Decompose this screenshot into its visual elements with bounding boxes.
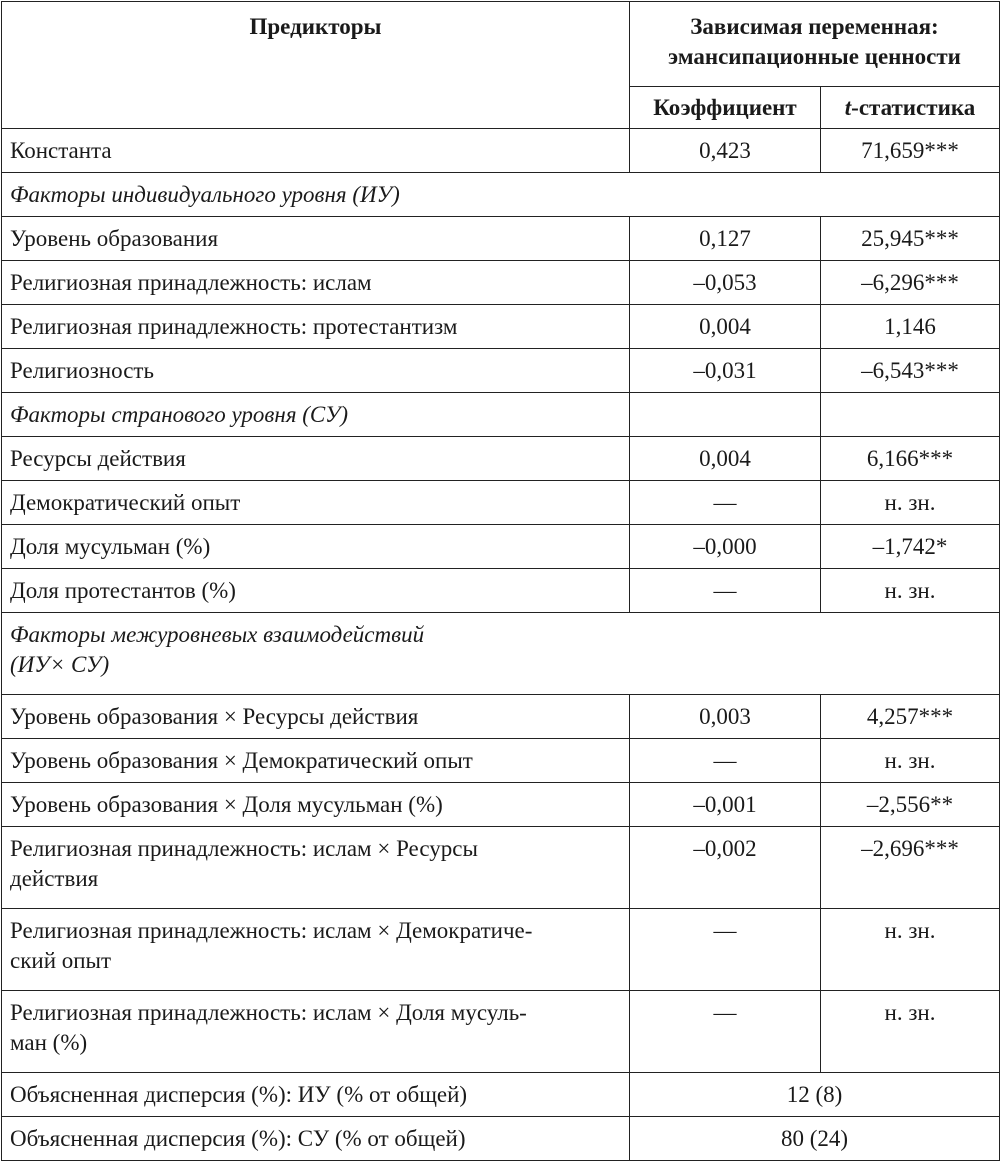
header-dependent-line1: Зависимая переменная: xyxy=(690,14,939,39)
table-row xyxy=(2,909,1000,991)
row-label: Константа xyxy=(2,129,630,173)
row-label: Уровень образования × Доля мусульман (%) xyxy=(2,783,630,827)
table-row xyxy=(2,305,1000,349)
row-label xyxy=(2,827,630,909)
row-label: Религиозная принадлежность: протестантизм xyxy=(2,305,630,349)
row-t-statistic: н. зн. xyxy=(821,481,1000,525)
row-t-statistic: 25,945*** xyxy=(821,217,1000,261)
row-label xyxy=(2,991,630,1073)
row-t-statistic: н. зн. xyxy=(821,909,1000,991)
row-label: Объясненная дисперсия (%): ИУ (% от общей) xyxy=(2,1073,630,1117)
header-coefficient: Коэффициент xyxy=(630,87,821,129)
header-dependent-line2: эмансипационные ценности xyxy=(668,44,961,69)
row-coefficient: 0,003 xyxy=(630,695,821,739)
table-row xyxy=(2,481,1000,525)
row-label: Доля мусульман (%) xyxy=(2,525,630,569)
row-label: Доля протестантов (%) xyxy=(2,569,630,613)
row-label-line2: ман (%) xyxy=(10,1030,88,1055)
row-label: Уровень образования × Ресурсы действия xyxy=(2,695,630,739)
row-label: Уровень образования xyxy=(2,217,630,261)
row-coefficient: — xyxy=(630,909,821,991)
table-row xyxy=(2,261,1000,305)
table-row xyxy=(2,1073,1000,1117)
table-row xyxy=(2,1117,1000,1161)
table-row xyxy=(2,129,1000,173)
section-line1: Факторы межуровневых взаимодействий xyxy=(10,622,425,647)
section-label-individual: Факторы индивидуального уровня (ИУ) xyxy=(2,173,1000,217)
table-row xyxy=(2,437,1000,481)
row-t-statistic: н. зн. xyxy=(821,569,1000,613)
header-t-statistic xyxy=(821,87,1000,129)
empty-cell xyxy=(630,393,821,437)
row-label: Объясненная дисперсия (%): СУ (% от общей) xyxy=(2,1117,630,1161)
section-label-country: Факторы странового уровня (СУ) xyxy=(2,393,630,437)
row-coefficient: — xyxy=(630,739,821,783)
row-t-statistic: 71,659*** xyxy=(821,129,1000,173)
row-coefficient: –0,001 xyxy=(630,783,821,827)
table-row xyxy=(2,695,1000,739)
row-value: 80 (24) xyxy=(630,1117,1000,1161)
row-label-line1: Религиозная принадлежность: ислам × Ресурсы xyxy=(10,836,478,861)
row-t-statistic: 6,166*** xyxy=(821,437,1000,481)
row-label: Уровень образования × Демократический опыт xyxy=(2,739,630,783)
row-coefficient: 0,004 xyxy=(630,437,821,481)
row-coefficient: 0,423 xyxy=(630,129,821,173)
row-t-statistic: –1,742* xyxy=(821,525,1000,569)
row-t-statistic: –2,696*** xyxy=(821,827,1000,909)
row-coefficient: –0,031 xyxy=(630,349,821,393)
row-coefficient: –0,000 xyxy=(630,525,821,569)
row-coefficient: — xyxy=(630,991,821,1073)
table-row xyxy=(2,217,1000,261)
row-t-statistic: н. зн. xyxy=(821,991,1000,1073)
header-predictors: Предикторы xyxy=(2,2,630,129)
row-coefficient: 0,004 xyxy=(630,305,821,349)
row-coefficient: –0,053 xyxy=(630,261,821,305)
section-line2: (ИУ× СУ) xyxy=(10,652,110,677)
row-t-statistic: 4,257*** xyxy=(821,695,1000,739)
header-dependent-variable xyxy=(630,2,1000,87)
table-row xyxy=(2,783,1000,827)
row-label-line2: действия xyxy=(10,866,99,891)
row-coefficient: — xyxy=(630,569,821,613)
row-label-line1: Религиозная принадлежность: ислам × Демократиче- xyxy=(10,918,533,943)
row-value: 12 (8) xyxy=(630,1073,1000,1117)
section-row xyxy=(2,613,1000,695)
row-label: Религиозность xyxy=(2,349,630,393)
row-label: Демократический опыт xyxy=(2,481,630,525)
row-label: Ресурсы действия xyxy=(2,437,630,481)
table-row xyxy=(2,569,1000,613)
row-label-line2: ский опыт xyxy=(10,948,112,973)
row-t-statistic: –2,556** xyxy=(821,783,1000,827)
table-row xyxy=(2,827,1000,909)
table-row xyxy=(2,991,1000,1073)
section-label-crosslevel xyxy=(2,613,1000,695)
table-row xyxy=(2,349,1000,393)
header-t-letter: t xyxy=(844,94,852,120)
header-t-suffix: -статистика xyxy=(851,94,976,120)
row-label: Религиозная принадлежность: ислам xyxy=(2,261,630,305)
empty-cell xyxy=(821,393,1000,437)
row-coefficient: — xyxy=(630,481,821,525)
row-coefficient: –0,002 xyxy=(630,827,821,909)
row-t-statistic: 1,146 xyxy=(821,305,1000,349)
regression-table xyxy=(1,1,1000,1161)
table-row xyxy=(2,739,1000,783)
row-label-line1: Религиозная принадлежность: ислам × Доля мусуль- xyxy=(10,1000,527,1025)
row-t-statistic: –6,296*** xyxy=(821,261,1000,305)
row-coefficient: 0,127 xyxy=(630,217,821,261)
row-t-statistic: –6,543*** xyxy=(821,349,1000,393)
table-row xyxy=(2,525,1000,569)
section-row xyxy=(2,393,1000,437)
section-row xyxy=(2,173,1000,217)
row-label xyxy=(2,909,630,991)
row-t-statistic: н. зн. xyxy=(821,739,1000,783)
header-row xyxy=(2,2,1000,87)
